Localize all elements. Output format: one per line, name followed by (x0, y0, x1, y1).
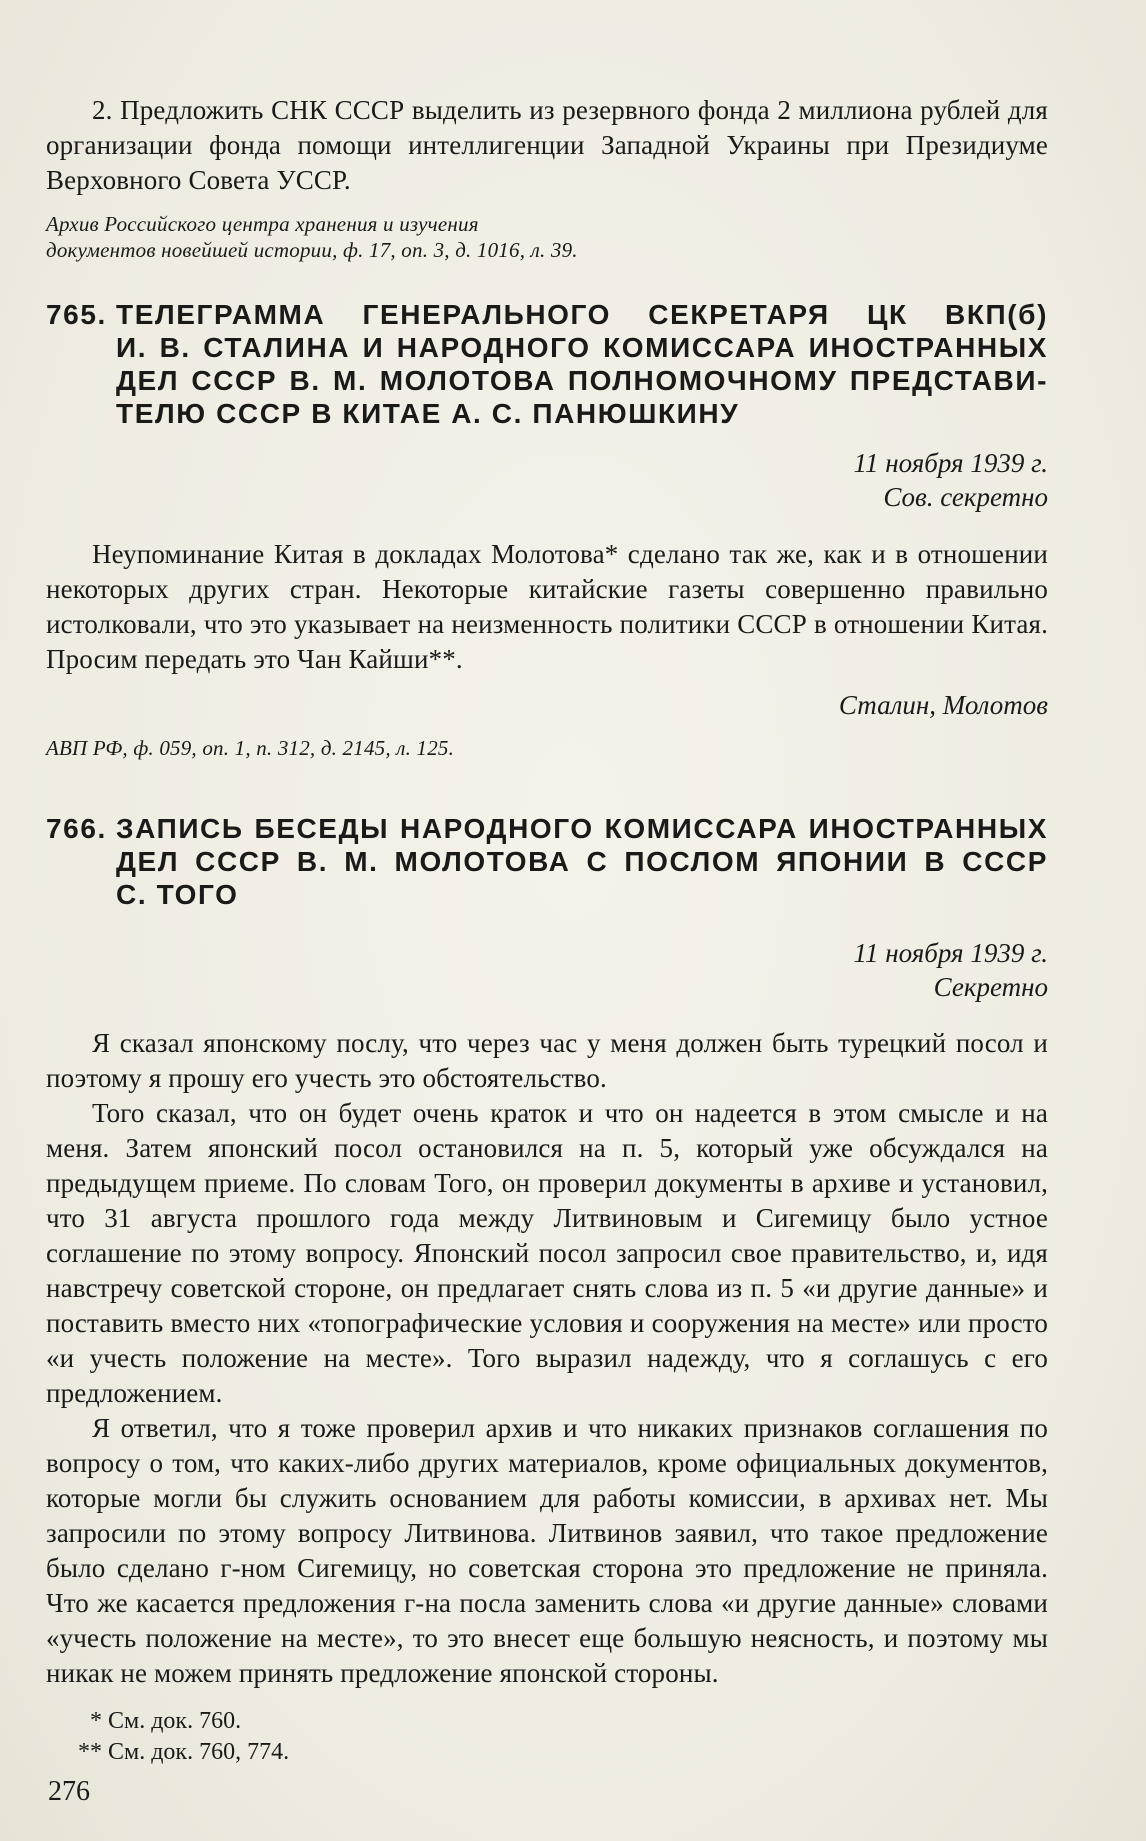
doc-765-text: Неупоминание Китая в докладах Молотова* сделано так же, как и в отношении некоторых других стран. Некоторые китайские газеты совершенно правильно истолковали, что это указывает на неизменность политики СССР в отношении Китая. Просим передать это Чан Кайши**. (46, 539, 1048, 674)
doc-765-title-line4: ТЕЛЮ СССР В КИТАЕ А. С. ПАНЮШКИНУ (116, 398, 740, 429)
doc-765-classification: Сов. секретно (883, 482, 1048, 512)
footnote-1: * См. док. 760. (90, 1708, 242, 1734)
doc-766-paragraph-2: Того сказал, что он будет очень краток и что он надеется в этом смысле и на меня. Затем японский посол остановился на п. 5, который уже обсуждался на предыдущем приеме. По словам Того, он проверил документы в архиве и установил, что 31 августа прошлого года между Литвиновым и Сигемицу было устное соглашение по этому вопросу. Японский посол запросил свое правительство, и, идя навстречу советской стороне, он предлагает снять слова из п. 5 «и другие данные» и поставить вместо них «топографические условия и сооружения на месте» или просто «и учесть положение на месте». Того выразил надежду, что я соглашусь с его предложением. (46, 1098, 1048, 1408)
doc-765-dateline (46, 446, 1048, 514)
doc-766-paragraph-3: Я ответил, что я тоже проверил архив и что никаких признаков соглашения по вопросу о том, что каких-либо других материалов, кроме официальных документов, которые могли бы служить основанием для работы комиссии, в архивах нет. Мы запросили по этому вопросу Литвинова. Литвинов заявил, что такое предложение было сделано г-ном Сигемицу, но советская сторона это предложение не приняла. Что же касается предложения г-на посла заменить слова «и другие данные» словами «учесть положение на месте», то это внесет еще большую неясность, и поэтому мы никак не можем принять предложение японской стороны. (46, 1413, 1048, 1688)
top-archive-line2: документов новейшей истории, ф. 17, оп. 3, д. 1016, л. 39. (46, 238, 578, 262)
top-item-text: 2. Предложить СНК СССР выделить из резервного фонда 2 миллиона рублей для организации фонда помощи интеллигенции Западной Украины при Президиуме Верховного Совета УССР. (46, 95, 1048, 195)
top-archive-reference (46, 211, 1048, 263)
doc-765-signature-block (46, 688, 1048, 722)
doc-766-classification: Секретно (933, 972, 1048, 1002)
doc-765-title-line3: ДЕЛ СССР В. М. МОЛОТОВА ПОЛНОМОЧНОМУ ПРЕДСТАВИ- (116, 365, 1048, 396)
doc-766-date: 11 ноября 1939 г. (853, 938, 1048, 968)
doc-765-archive-reference (46, 735, 1048, 761)
doc-765-heading (46, 298, 1048, 430)
footnote-2: ** См. док. 760, 774. (78, 1739, 290, 1765)
footnotes (46, 1706, 1048, 1768)
top-item (46, 93, 1048, 198)
top-archive-line1: Архив Российского центра хранения и изучения (46, 212, 479, 236)
doc-766-paragraph-1: Я сказал японскому послу, что через час у меня должен быть турецкий посол и поэтому я прошу его учесть это обстоятельство. (46, 1028, 1048, 1093)
doc-766-body (46, 1026, 1048, 1691)
doc-766-title-line2: ДЕЛ СССР В. М. МОЛОТОВА С ПОСЛОМ ЯПОНИИ В СССР (116, 846, 1048, 877)
doc-765-archive: АВП РФ, ф. 059, оп. 1, п. 312, д. 2145, л. 125. (46, 736, 455, 760)
page-number: 276 (48, 1776, 90, 1807)
doc-766-number: 766. (46, 813, 107, 844)
doc-766-heading (46, 812, 1048, 911)
doc-766-title-line1: 766. ЗАПИСЬ БЕСЕДЫ НАРОДНОГО КОМИССАРА ИНОСТРАННЫХ (46, 813, 1048, 844)
doc-766-title-line3: С. ТОГО (116, 879, 239, 910)
doc-765-date: 11 ноября 1939 г. (853, 448, 1048, 478)
doc-765-title-line2: И. В. СТАЛИНА И НАРОДНОГО КОМИССАРА ИНОСТРАННЫХ (116, 332, 1048, 363)
doc-766-dateline (46, 936, 1048, 1004)
doc-765-body (46, 537, 1048, 677)
doc-765-title-line1: 765. ТЕЛЕГРАММА ГЕНЕРАЛЬНОГО СЕКРЕТАРЯ ЦК ВКП(б) (46, 299, 1048, 330)
doc-765-signature: Сталин, Молотов (838, 690, 1048, 720)
doc-765-number: 765. (46, 299, 107, 330)
